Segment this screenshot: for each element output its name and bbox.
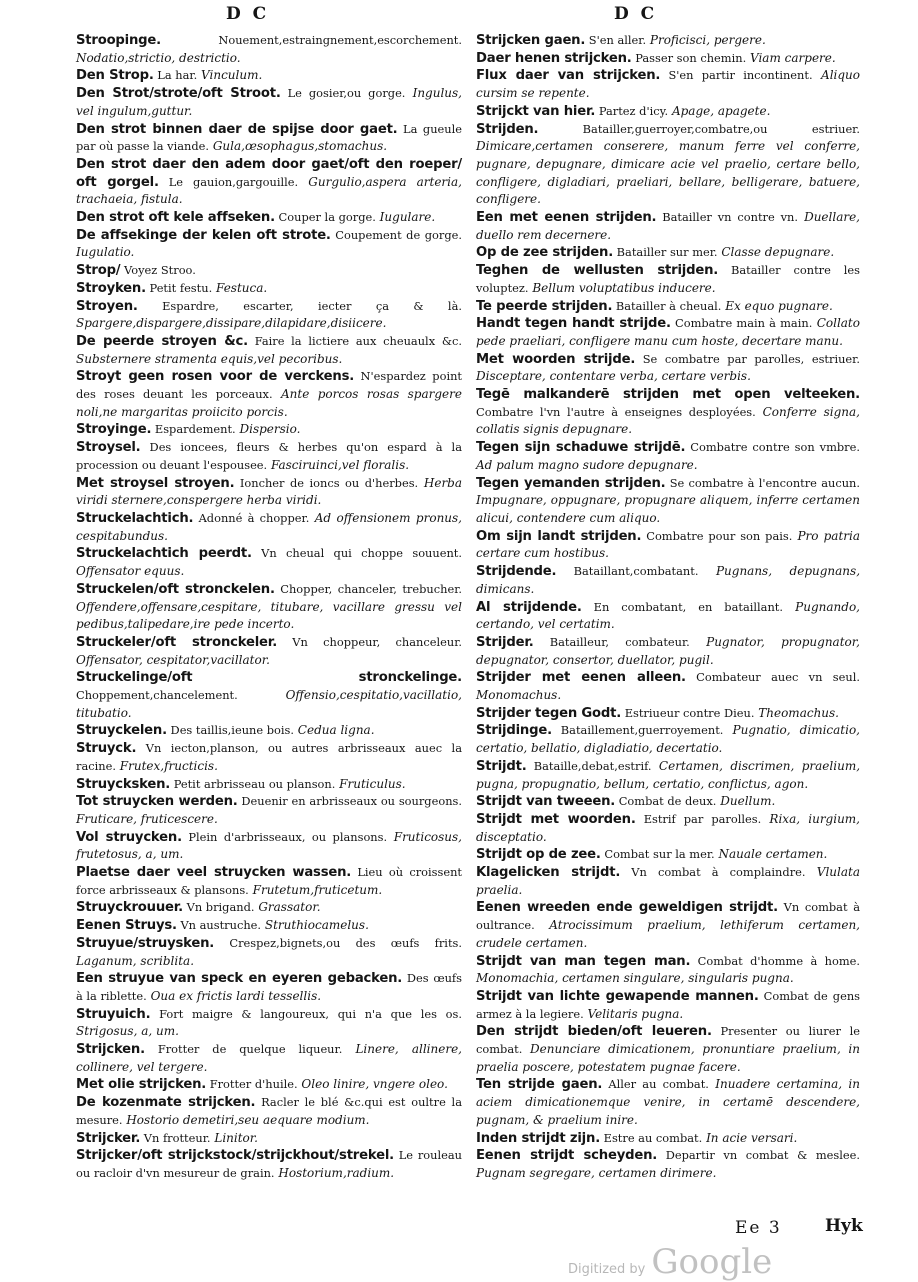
dictionary-entry [476,386,860,439]
headword: Strijdende. [476,564,557,580]
dictionary-entry [76,1041,462,1076]
dictionary-entry [76,439,462,474]
latin-gloss: Offensio,cespitatio,vacillatio, titubatio. [76,688,462,720]
french-gloss: Estrif par parolles. [635,811,762,826]
headword: Struckeler/oft stronckeler. [76,634,278,650]
french-gloss: Fort maigre & langoureux, qui n'a que les os. [150,1006,462,1021]
french-gloss: N'espardez point des roses deuant les porceaux. [76,369,462,402]
latin-gloss: Theomachus. [754,705,839,720]
latin-gloss: Atrocissimum praelium, lethiferum certamen, crudele certamen. [476,918,860,950]
french-gloss: Vn cheual qui choppe souuent. [251,546,462,561]
french-gloss: Choppement,chancelement. [76,688,238,703]
headword: Stroyt geen rosen voor de verckens. [76,369,355,385]
latin-gloss: Offensator, cespitator,vacillator. [76,652,270,667]
dictionary-entry [476,1147,860,1182]
headword: Struycksken. [76,776,171,792]
french-gloss: Vn brigand. [183,900,255,915]
french-gloss: Bataillement,guerroyement. [551,723,724,738]
french-gloss: Combat d'homme à home. [690,953,860,968]
dictionary-entry [76,722,462,740]
headword: Struyckelen. [76,723,167,739]
dictionary-entry [76,227,462,262]
latin-gloss: Pugnator, propugnator, depugnator, consertor, duellator, pugil. [476,634,860,667]
french-gloss: Batailler contre les voluptez. [476,263,860,295]
headword: Struckelachtich. [76,510,194,526]
french-gloss: Se combatre par parolles, estriuer. [635,351,860,366]
french-gloss: Racler le blé &c.qui est oultre la mesure. [76,1095,462,1127]
french-gloss: Vn combat à complaindre. [620,865,806,880]
headword: Struckelen/oft stronckelen. [76,581,275,597]
headword: Struyckrouuer. [76,900,183,916]
dictionary-entry [76,333,462,368]
french-gloss: Combat de deux. [615,794,717,809]
french-gloss: Combatre main à main. [670,316,813,331]
dictionary-entry [76,510,462,545]
latin-gloss: Pugnando, certando, vel certatim. [476,599,860,632]
dictionary-entry [476,50,860,68]
latin-gloss: Ad offensionem pronus, cespitabundus. [76,510,462,543]
headword: Een met eenen strijden. [476,210,657,226]
latin-gloss: Denunciare dimicationem, pronuntiare praelium, in praelia poscere, potestatem pugnae facere. [476,1042,860,1074]
latin-gloss: Proficisci, pergere. [646,33,766,47]
dictionary-entry [476,634,860,669]
french-gloss: Passer son chemin. [631,50,747,65]
dictionary-entry [476,351,860,386]
latin-gloss: Hostorium,radium. [274,1166,395,1180]
page-header [0,4,918,32]
latin-gloss: Iugulare. [375,210,436,225]
headword: De kozenmate strijcken. [76,1095,256,1111]
french-gloss: Des ioncees, fleurs & herbes qu'on espard à la procession ou deuant l'espousee. [76,440,462,472]
french-gloss: Espardement. [151,422,236,437]
dictionary-entry [476,722,860,757]
french-gloss: Faire la lictiere aux cheuaulx &c. [247,333,462,348]
french-gloss: Batailler,guerroyer,combatre,ou estriuer. [538,121,860,136]
headword: Strijdt van lichte gewapende mannen. [476,988,759,1004]
french-gloss: Plein d'arbrisseaux, ou plansons. [181,829,388,844]
dictionary-entry [476,793,860,811]
headword: Op de zee strijden. [476,245,614,261]
headword: Daer henen strijcken. [476,50,632,66]
headword: Strop/ [76,263,121,279]
dictionary-entry [76,1006,462,1041]
french-gloss: Voyez Stroo. [120,263,196,278]
latin-gloss: Monomachia, certamen singulare, singularis pugna. [476,971,794,986]
dictionary-entry [76,545,462,580]
french-gloss: Espardre, escarter, iecter ça & là. [137,298,462,313]
latin-gloss: Gula,œsophagus,stomachus. [209,139,388,154]
french-gloss: La har. [153,68,198,83]
dictionary-entry [476,599,860,634]
latin-gloss: Frutetum,fruticetum. [248,882,383,897]
french-gloss: Bataillant,combatant. [556,564,699,579]
french-gloss: Partez d'icy. [595,103,669,118]
headword: Eenen strijdt scheyden. [476,1148,658,1164]
dictionary-entry [476,1130,860,1148]
french-gloss: Crespez,bignets,ou des œufs frits. [214,935,462,950]
french-gloss: La gueule par où passe la viande. [76,121,463,154]
dictionary-entry [476,439,860,474]
headword: Strijder met eenen alleen. [476,670,686,686]
latin-gloss: Ante porcos rosas spargere noli,ne margaritas proiicito porcis. [76,387,462,419]
headword: De affsekinge der kelen oft strote. [76,227,331,243]
latin-gloss: Impugnare, oppugnare, propugnare aliquem, inferre certamen alicui, contendere cum aliquo. [476,493,860,525]
latin-gloss: Vlulata praelia. [476,865,861,897]
french-gloss: Petit festu. [145,280,213,295]
dictionary-entry [476,209,860,244]
dictionary-entry [76,634,462,669]
headword: Den strot daer den adem door gaet/oft den roeper/ oft gorgel. [76,156,462,190]
headword: Strijdt van tweeen. [476,794,616,810]
latin-gloss: Dimicare,certamen conserere, manum ferre vel conferre, pugnare, depugnare, dimicare acie vel praelio, certare bello, confligere, digladiari, praeliari, bellare, belligerare, batuere, confligere. [476,139,860,207]
headword: Een struyue van speck en eyeren gebacken. [76,971,403,987]
headword: Struyck. [76,741,137,757]
latin-gloss: Fruticare, fruticescere. [76,811,218,826]
latin-gloss: Ingulus, vel ingulum,guttur. [76,86,462,118]
dictionary-entry [76,1147,462,1182]
header-right-letters: D C [614,4,658,24]
latin-gloss: Pugnatio, dimicatio, certatio, bellatio, digladiatio, decertatio. [476,723,860,756]
latin-gloss: Velitaris pugna. [583,1006,684,1021]
dictionary-entry [76,121,462,156]
headword: Tot struycken werden. [76,794,238,810]
headword: Struyue/struysken. [76,935,215,951]
watermark-prefix: Digitized by [568,1262,646,1277]
header-left-letters: D C [226,4,270,24]
french-gloss: Petit arbrisseau ou planson. [170,776,336,791]
latin-gloss: Monomachus. [476,688,562,703]
french-gloss: Vn iecton,planson, ou autres arbrisseaux auec la racine. [76,741,462,773]
french-gloss: Batailler à cheual. [612,298,722,313]
headword: Inden strijdt zijn. [476,1130,601,1146]
french-gloss: Nouement,estraingnement,escorchement. [160,33,462,47]
dictionary-entry [476,298,860,316]
dictionary-entry [76,32,462,67]
latin-gloss: In acie versari. [702,1130,798,1145]
headword: Struyuich. [76,1006,151,1022]
dictionary-entry [76,669,462,722]
headword: Te peerde strijden. [476,298,613,314]
latin-gloss: Apage, apagete. [668,103,771,118]
headword: Strijden. [476,121,539,137]
latin-gloss: Dispersio. [235,422,301,437]
french-gloss: Estriueur contre Dieu. [621,705,755,720]
dictionary-entry [76,1076,462,1094]
headword: Tegen yemanden strijden. [476,475,666,491]
french-gloss: Frotter de quelque liqueur. [144,1042,343,1057]
latin-gloss: Pro patria certare cum hostibus. [476,528,860,561]
latin-gloss: Herba viridi sternere,conspergere herba viridi. [76,475,463,508]
french-gloss: Vn choppeur, chanceleur. [277,634,463,649]
dictionary-entry [76,740,462,775]
headword: Strijdt op de zee. [476,847,601,863]
headword: Tegē malkanderē strijden met open velteeken. [476,387,860,403]
headword: Met olie strijcken. [76,1077,207,1093]
headword: Plaetse daer veel struycken wassen. [76,865,352,881]
french-gloss: Deuenir en arbrisseaux ou sourgeons. [237,794,462,809]
french-gloss: Combat de gens armez à la legiere. [476,988,860,1021]
latin-gloss: Linitor. [210,1130,258,1145]
french-gloss: Vn austruche. [176,918,262,933]
dictionary-entry [476,1076,860,1129]
latin-gloss: Certamen, discrimen, praelium, pugna, propugnatio, bellum, certatio, conflictus, agon. [476,758,861,791]
latin-gloss: Viam carpere. [746,50,836,65]
french-gloss: En combatant, en bataillant. [581,599,784,614]
dictionary-entry [476,669,860,704]
latin-gloss: Substernere stramenta equis,vel pecoribus. [76,351,343,366]
french-gloss: Se combatre à l'encontre aucun. [665,475,860,490]
latin-gloss: Strigosus, a, um. [76,1024,179,1039]
french-gloss: Departir vn combat & meslee. [657,1148,860,1163]
latin-gloss: Classe depugnare. [717,245,835,260]
latin-gloss: Duellare, duello rem decernere. [476,210,860,242]
latin-gloss: Hostorio demetiri,seu aequare modium. [122,1112,370,1127]
dictionary-entry [476,864,860,899]
french-gloss: Combat sur la mer. [600,847,715,862]
headword: Vol struycken. [76,829,182,845]
dictionary-entry [76,298,462,333]
latin-gloss: Fruticosus, frutetosus, a, um. [76,829,462,862]
headword: Strijdinge. [476,723,552,739]
left-column [76,32,462,1183]
dictionary-entry [76,899,462,917]
headword: Flux daer van strijcken. [476,68,661,84]
latin-gloss: Offensator equus. [76,564,185,579]
latin-gloss: Ex equo pugnare. [721,298,833,313]
headword: Handt tegen handt strijde. [476,316,671,332]
french-gloss: Coupement de gorge. [330,227,462,242]
headword: Struckelinge/oft stronckelinge. [76,670,462,686]
dictionary-entry [76,1130,462,1148]
french-gloss: Des œufs à la riblette. [76,971,462,1003]
dictionary-entry [76,1094,462,1129]
french-gloss: Bataille,debat,estrif. [526,758,652,773]
latin-gloss: Frutex,fructicis. [115,758,218,773]
latin-gloss: Offendere,offensare,cespitare, titubare, vacillare gressu vel pedibus,talipedare,ire pede incerto. [76,599,462,632]
headword: Met woorden strijde. [476,351,636,367]
dictionary-entry [76,581,462,634]
headword: Eenen Struys. [76,918,177,934]
dictionary-entry [76,368,462,421]
dictionary-entry [476,758,860,793]
headword: Met stroysel stroyen. [76,475,235,491]
headword: Strijcker. [76,1130,141,1146]
french-gloss: Batailler sur mer. [613,245,718,260]
headword: De peerde stroyen &c. [76,333,248,349]
latin-gloss: Gurgulio,aspera arteria, trachaeia, fistula. [76,174,462,207]
latin-gloss: Nauale certamen. [714,847,828,862]
headword: Struckelachtich peerdt. [76,546,252,562]
headword: Den strijdt bieden/oft leueren. [476,1024,712,1040]
dictionary-entry [76,793,462,828]
dictionary-entry [476,67,860,102]
headword: Strijckt van hier. [476,103,596,119]
french-gloss: Lieu où croissent force arbrisseaux & plansons. [76,865,462,897]
french-gloss: S'en partir incontinent. [660,68,813,83]
headword: Strijdt. [476,758,527,774]
latin-gloss: Disceptare, contentare verba, certare verbis. [476,369,751,384]
latin-gloss: Struthiocamelus. [261,918,369,933]
headword: Strijder. [476,634,534,650]
french-gloss: Combatre contre son vmbre. [685,440,860,455]
headword: Al strijdende. [476,599,582,615]
latin-gloss: Festuca. [212,280,268,295]
headword: Om sijn landt strijden. [476,528,642,544]
french-gloss: Aller au combat. [602,1077,709,1092]
headword: Stroyen. [76,298,138,314]
headword: Stroysel. [76,440,141,456]
french-gloss: Vn frotteur. [140,1130,211,1145]
french-gloss: Combatre l'vn l'autre à enseignes desployées. [476,404,756,419]
latin-gloss: Cedua ligna. [293,723,375,738]
dictionary-entry [476,563,860,598]
dictionary-entry [476,953,860,988]
dictionary-entry [76,67,462,85]
dictionary-entry [76,917,462,935]
latin-gloss: Linere, allinere, collinere, vel tergere. [76,1042,462,1074]
latin-gloss: Pugnam segregare, certamen dirimere. [476,1166,717,1180]
dictionary-entry [76,209,462,227]
latin-gloss: Oua ex frictis lardi tessellis. [146,988,322,1003]
headword: Den strot oft kele affseken. [76,210,275,226]
headword: Den strot binnen daer de spijse door gaet. [76,121,398,137]
french-gloss: Ioncher de ioncs ou d'herbes. [234,475,419,490]
dictionary-entry [476,899,860,952]
dictionary-entry [476,811,860,846]
headword: Stroyken. [76,280,146,296]
latin-gloss: Aliquo cursim se repente. [476,68,860,101]
dictionary-entry [476,32,860,50]
dictionary-entry [76,156,462,209]
french-gloss: Le rouleau ou racloir d'vn mesureur de grain. [76,1148,462,1180]
latin-gloss: Duellum. [716,794,776,809]
latin-gloss: Rixa, iurgium, disceptatio. [476,811,860,844]
headword: Strijcken gaen. [476,33,586,48]
latin-gloss: Vinculum. [197,68,263,83]
dictionary-entry [76,475,462,510]
dictionary-entry [76,421,462,439]
dictionary-entry [476,103,860,121]
latin-gloss: Fasciruinci,vel floralis. [267,457,410,472]
french-gloss: Chopper, chanceler, trebucher. [274,581,463,596]
headword: Strijcken. [76,1042,145,1058]
google-logo: Google [651,1242,773,1282]
dictionary-entry [76,829,462,864]
latin-gloss: Bellum voluptatibus inducere. [528,280,716,295]
dictionary-entry [476,705,860,723]
latin-gloss: Grassator. [254,900,321,915]
catchword-ornament: Hyk [825,1216,863,1236]
dictionary-entry [476,1023,860,1076]
french-gloss: Vn combat à oultrance. [476,900,860,933]
dictionary-entry [76,864,462,899]
french-gloss: S'en aller. [585,33,647,47]
french-gloss: Estre au combat. [600,1130,703,1145]
headword: Strijdt met woorden. [476,811,636,827]
headword: Teghen de wellusten strijden. [476,263,719,279]
french-gloss: Couper la gorge. [274,210,376,225]
latin-gloss: Spargere,dispargere,dissipare,dilapidare,disiicere. [76,316,387,331]
french-gloss: Batailler vn contre vn. [656,210,798,225]
headword: Klagelicken strijdt. [476,865,621,881]
french-gloss: Frotter d'huile. [206,1077,298,1092]
dictionary-entry [476,244,860,262]
french-gloss: Le gauion,gargouille. [158,174,299,189]
latin-gloss: Ad palum magno sudore depugnare. [476,457,698,472]
dictionary-entry [76,935,462,970]
dictionary-entry [476,315,860,350]
right-column [476,32,860,1183]
latin-gloss: Pugnans, depugnans, dimicans. [476,564,861,596]
headword: Stroopinge. [76,33,161,48]
dictionary-entry [476,475,860,528]
dictionary-entry [76,85,462,120]
headword: Strijdt van man tegen man. [476,953,691,969]
headword: Den Strop. [76,68,154,84]
french-gloss: Combatre pour son pais. [641,528,793,543]
signature-mark: Ee 3 [735,1218,782,1238]
dictionary-entry [476,121,860,210]
french-gloss: Le gosier,ou gorge. [280,86,406,101]
latin-gloss: Fruticulus. [335,776,406,791]
dictionary-entry [76,776,462,794]
dictionary-entry [76,262,462,280]
french-gloss: Adonné à chopper. [193,510,310,525]
latin-gloss: Laganum, scriblita. [76,953,195,968]
latin-gloss: Iugulatio. [76,245,135,260]
headword: Eenen wreeden ende geweldigen strijdt. [476,900,778,916]
headword: Tegen sijn schaduwe strijdē. [476,440,686,456]
latin-gloss: Collato pede praeliari, confligere manu cum hoste, decertare manu. [476,316,860,348]
latin-gloss: Nodatio,strictio, destrictio. [76,50,241,65]
headword: Strijcker/oft strijckstock/strijckhout/strekel. [76,1148,394,1164]
dictionary-entry [76,280,462,298]
headword: Strijder tegen Godt. [476,705,622,721]
headword: Stroyinge. [76,422,152,438]
french-gloss: Des taillis,ieune bois. [166,723,294,738]
headword: Den Strot/strote/oft Stroot. [76,86,281,102]
latin-gloss: Conferre signa, collatis signis depugnare. [476,404,860,437]
google-watermark [568,1242,772,1282]
dictionary-entry [76,970,462,1005]
latin-gloss: Oleo linire, vngere oleo. [297,1077,448,1092]
french-gloss: Combateur auec vn seul. [685,670,860,685]
dictionary-entry [476,988,860,1023]
french-gloss: Presenter ou liurer le combat. [476,1024,860,1057]
headword: Ten strijde gaen. [476,1077,603,1093]
dictionary-entry [476,846,860,864]
dictionary-entry [476,528,860,563]
latin-gloss: Inuadere certamina, in aciem dimicationemque venire, in certamē descendere, pugnam, & praelium inire. [476,1077,860,1127]
dictionary-entry [476,262,860,297]
french-gloss: Batailleur, combateur. [533,634,690,649]
